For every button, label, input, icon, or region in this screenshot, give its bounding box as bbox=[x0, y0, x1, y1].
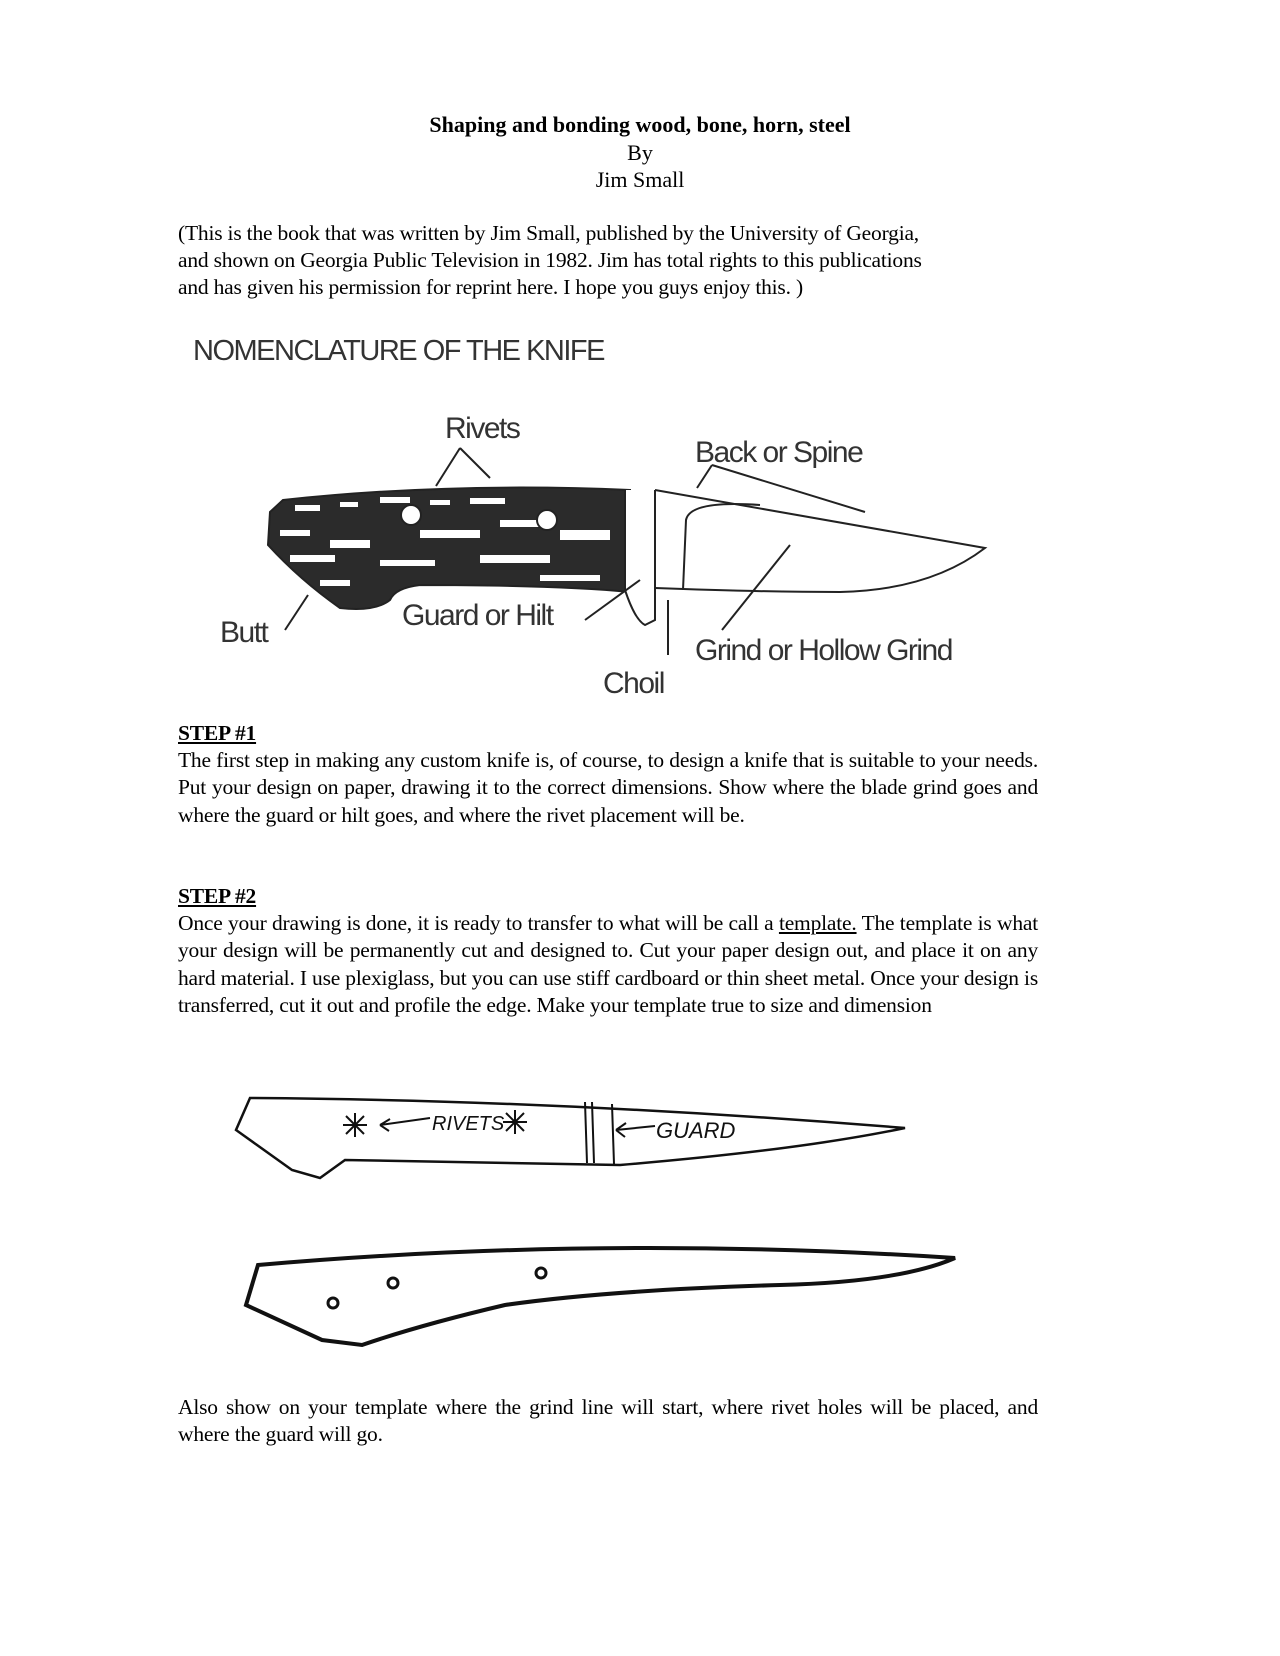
rivet-1 bbox=[401, 505, 421, 525]
label-grind: Grind or Hollow Grind bbox=[695, 634, 952, 667]
intro-line: and shown on Georgia Public Television in 1982. Jim has total rights to this publications bbox=[178, 248, 922, 273]
byline: By bbox=[627, 140, 653, 165]
grind-line bbox=[683, 504, 760, 590]
template-term: template. bbox=[778, 911, 857, 936]
template-cutout-outline bbox=[246, 1248, 955, 1345]
handle-shape bbox=[268, 488, 630, 609]
closing-paragraph: Also show on your template where the grind line will start, where rivet holes will be placed, and where the guard will go. bbox=[178, 1395, 1038, 1447]
label-guard: Guard or Hilt bbox=[402, 599, 553, 632]
step-2-heading: STEP #2 bbox=[178, 884, 257, 908]
rivet-hole bbox=[536, 1268, 546, 1278]
sketch-rivets-label: RIVETS bbox=[432, 1113, 505, 1135]
guard-marks bbox=[585, 1102, 614, 1164]
intro-line: and has given his permission for reprint here. I hope you guys enjoy this. ) bbox=[178, 275, 803, 300]
label-spine: Back or Spine bbox=[695, 436, 863, 469]
guard-shape bbox=[625, 490, 655, 625]
step-2-text bbox=[178, 910, 1038, 1019]
step-1-heading: STEP #1 bbox=[178, 721, 257, 745]
sketch-guard-label: GUARD bbox=[656, 1118, 736, 1143]
step-1-section bbox=[178, 720, 1038, 829]
rivet-2 bbox=[537, 510, 557, 530]
template-outline bbox=[236, 1098, 905, 1178]
author-name: Jim Small bbox=[595, 167, 685, 192]
knife-nomenclature-diagram bbox=[0, 0, 1280, 730]
step-2-text-b: The template is what your design will be permanently cut and designed to. Cut your paper design out, and place it on any hard material. I use plexiglass, but you can use stiff cardboard or thin sheet metal. Once your design is transferred, cut it out and profile the edge. Make your template true to size and dimension bbox=[178, 911, 1038, 1017]
label-butt: Butt bbox=[220, 616, 268, 649]
document-title: Shaping and bonding wood, bone, horn, steel bbox=[429, 112, 851, 137]
rivet-hole bbox=[388, 1278, 398, 1288]
diagram-title: NOMENCLATURE OF THE KNIFE bbox=[193, 335, 604, 367]
step-2-section bbox=[178, 883, 1038, 1019]
intro-line: (This is the book that was written by Jim Small, published by the University of Georgia, bbox=[178, 221, 919, 245]
label-choil: Choil bbox=[603, 667, 664, 700]
blade-outline bbox=[655, 490, 985, 592]
label-rivets: Rivets bbox=[445, 412, 520, 445]
step-2-text-a: Once your drawing is done, it is ready to transfer to what will be call a bbox=[178, 911, 779, 936]
template-sketches bbox=[0, 1070, 1280, 1370]
rivet-hole bbox=[328, 1298, 338, 1308]
step-1-text: The first step in making any custom knife is, of course, to design a knife that is suitable to your needs. Put your design on paper, drawing it to the correct dimensions. Show where the blade grind goes and where the guard or hilt goes, and where the rivet placement will be. bbox=[178, 748, 1038, 827]
